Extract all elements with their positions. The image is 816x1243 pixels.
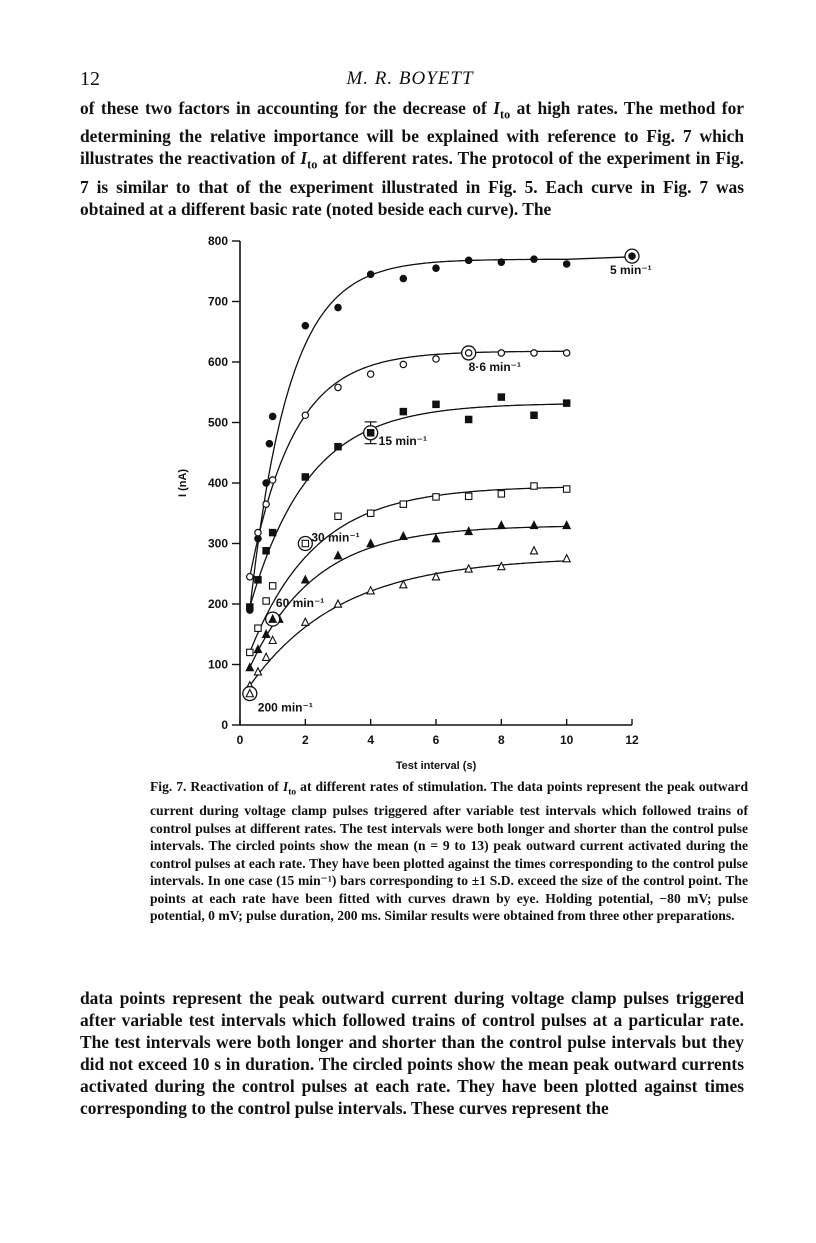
series-3-point [531, 412, 537, 418]
y-tick-label: 800 [207, 234, 228, 248]
series-4-label: 30 min⁻¹ [311, 530, 360, 545]
series-1-point [367, 271, 373, 277]
series-4-point [498, 491, 504, 497]
series-3-point [498, 394, 504, 400]
series-3-point [247, 604, 253, 610]
paragraph-bottom: data points represent the peak outward current during voltage clamp pulses triggered after variable test intervals which followed trains of control pulses at a particular rate. The test intervals were both longer and shorter than the control pulse intervals but they did not exceed 10 s in duration. The circled points show the mean peak outward currents activated during the control pulses at each rate. They have been plotted against times corresponding to the control pulse intervals. These curves represent the [80, 988, 744, 1118]
series-2-point [263, 501, 269, 507]
series-5-point [302, 576, 309, 583]
series-6-label: 200 min⁻¹ [257, 700, 313, 715]
series-3-point [335, 444, 341, 450]
series-1-point [302, 323, 308, 329]
series-1-point [531, 256, 537, 262]
series-4-point [335, 513, 341, 519]
series-2-point [335, 384, 341, 390]
x-tick-label: 6 [432, 733, 440, 747]
x-tick-label: 4 [367, 733, 375, 747]
running-head: M. R. BOYETT [346, 68, 474, 89]
series-4-group [250, 487, 567, 652]
page-number: 12 [80, 68, 100, 90]
y-tick-label: 300 [207, 536, 228, 551]
symbol-ito: $I_{to}$ [300, 148, 318, 172]
x-tick-label: 10 [559, 733, 574, 747]
series-6-point [302, 618, 309, 625]
series-5-point [334, 552, 341, 559]
series-1-group [250, 257, 632, 610]
series-5-point [498, 521, 505, 528]
series-4-point [563, 486, 569, 492]
series-6-group [250, 561, 567, 686]
series-2-point [433, 356, 439, 362]
series-4-point [465, 493, 471, 499]
x-axis-title: Test interval (s) [395, 760, 477, 772]
series-2-point [255, 529, 261, 535]
symbol-ito: $I_{to}$ [493, 98, 511, 122]
series-5-point [367, 540, 374, 547]
series-6-fit-curve [250, 561, 567, 686]
y-tick-label: 200 [207, 597, 228, 611]
series-2-label: 8·6 min⁻¹ [468, 359, 522, 374]
series-2-point [563, 350, 569, 356]
reactivation-chart [160, 228, 680, 773]
series-4-point [433, 494, 439, 500]
series-3-point [302, 474, 308, 480]
series-4-point [255, 625, 261, 631]
series-4-point [247, 649, 253, 655]
series-6-point [530, 547, 537, 554]
y-tick-label: 100 [207, 657, 228, 672]
series-3-point [433, 401, 439, 407]
series-1-point [465, 257, 471, 263]
series-5-label: 60 min⁻¹ [275, 596, 325, 611]
page-header [80, 68, 740, 94]
series-2-control-point [465, 350, 471, 356]
series-2-point [247, 574, 253, 580]
series-1-point [400, 275, 406, 281]
series-6-point [334, 600, 341, 607]
series-5-point [246, 664, 253, 671]
series-1-control-point [629, 253, 635, 259]
series-4-point [531, 483, 537, 489]
series-5-point [563, 521, 570, 528]
series-5-point [400, 532, 407, 539]
series-1-point [563, 261, 569, 267]
series-2-point [498, 350, 504, 356]
series-4-fit-curve [250, 487, 567, 652]
series-6-point [498, 562, 505, 569]
y-tick-label: 400 [207, 476, 228, 490]
series-1-fit-curve [250, 257, 632, 610]
series-1-point [335, 304, 341, 310]
series-2-group [250, 351, 567, 577]
series-3-label: 15 min⁻¹ [378, 433, 428, 448]
series-3-point [255, 577, 261, 583]
y-tick-label: 600 [207, 355, 228, 369]
series-4-point [367, 510, 373, 516]
paragraph-top: of these two factors in accounting for the decrease of $I_{to}$ at high rates. The method for determining the relative importance will be explained with reference to Fig. 7 which illustrates the reactivation of $I_{to}$ at different rates. The protocol of the experiment in Fig. 7 is similar to that of the experiment illustrated in Fig. 5. Each curve in Fig. 7 was obtained at a different basic rate (noted beside each curve). The [80, 98, 744, 219]
series-5-point [432, 535, 439, 542]
series-6-point [563, 555, 570, 562]
series-1-point [263, 480, 269, 486]
series-2-point [531, 350, 537, 356]
symbol-ito: $I_{to}$ [282, 779, 297, 798]
series-3-point [465, 416, 471, 422]
series-2-point [400, 361, 406, 367]
y-tick-label: 0 [221, 718, 228, 732]
series-3-point [269, 529, 275, 535]
figure-caption: Fig. 7. Reactivation of $I_{to}$ at different rates of stimulation. The data points represent the peak outward current during voltage clamp pulses triggered after variable test intervals which followed trains of control pulses at different rates. The test intervals were both longer and shorter than the control pulse intervals. The circled points show the mean (n = 9 to 13) peak outward current activated during the control pulses at each rate. They have been plotted against the times corresponding to the control pulse intervals. In one case (15 min⁻¹) bars corresponding to ±1 S.D. exceed the size of the control point. The points at each rate have been fitted with curves drawn by eye. Holding potential, −80 mV; pulse potential, 0 mV; pulse duration, 200 ms. Similar results were obtained from three other preparations. [150, 779, 748, 924]
series-4-point [263, 598, 269, 604]
x-tick-label: 2 [301, 733, 309, 747]
y-axis-title: I (nA) [177, 468, 189, 498]
series-6-point [263, 653, 270, 660]
x-tick-label: 0 [236, 733, 244, 747]
series-4-control-point [302, 540, 308, 546]
y-tick-label: 500 [207, 415, 228, 430]
series-2-fit-curve [250, 351, 567, 577]
series-3-point [400, 408, 406, 414]
series-3-point [263, 548, 269, 554]
series-4-point [269, 583, 275, 589]
series-3-control-point [367, 430, 373, 436]
series-2-point [367, 371, 373, 377]
series-1-point [433, 265, 439, 271]
series-1-point [498, 259, 504, 265]
series-3-point [563, 400, 569, 406]
series-1-point [266, 440, 272, 446]
series-1-point [269, 413, 275, 419]
y-tick-label: 700 [207, 294, 228, 309]
x-tick-label: 8 [497, 733, 505, 747]
figure-7 [160, 228, 680, 773]
series-1-label: 5 min⁻¹ [610, 263, 652, 278]
series-5-point [530, 521, 537, 528]
series-2-point [269, 477, 275, 483]
series-4-point [400, 501, 406, 507]
x-tick-label: 12 [625, 733, 639, 747]
series-2-point [302, 412, 308, 418]
